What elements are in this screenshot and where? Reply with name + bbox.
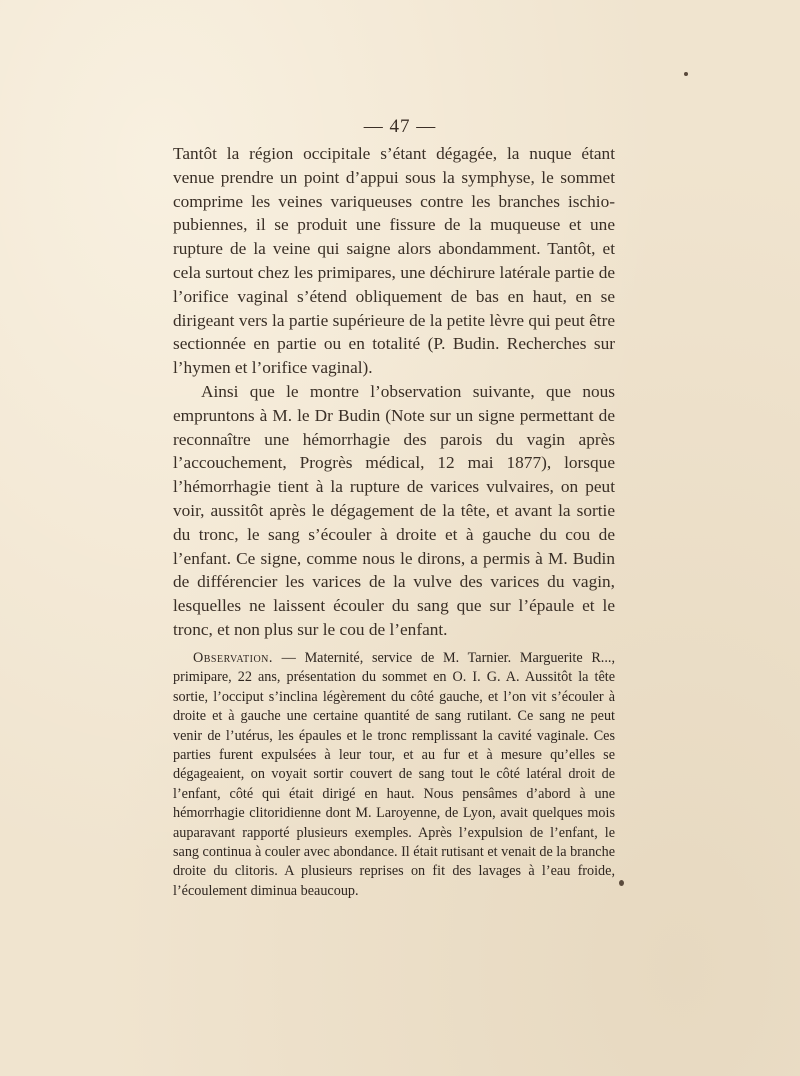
ink-speck bbox=[619, 880, 624, 886]
ink-speck bbox=[684, 72, 688, 76]
paragraph-2: Ainsi que le montre l’observation suivante, que nous empruntons à M. le Dr Budin (Note sur un signe permettant de reconnaître une hémorrhagie des parois du vagin après l’accouchement, Progrès médical, 12 mai 1877), lorsque l’hémorrhagie tient à la rupture de varices vulvaires, on peut voir, aussitôt après le dégagement de la tête, et avant la sortie du tronc, le sang s’écouler à droite et à gauche du cou de l’enfant. Ce signe, comme nous le dirons, a permis à M. Budin de différencier les varices de la vulve des varices du vagin, lesquelles ne laissent écouler du sang que sur l’épaule et le tronc, et non plus sur le cou de l’enfant. bbox=[173, 381, 615, 639]
paragraph-1: Tantôt la région occipitale s’étant dégagée, la nuque étant venue prendre un point d’appui sous la symphyse, le sommet comprime les veines variqueuses contre les branches ischio-pubiennes, il se produit une fissure de la muqueuse et une rupture de la veine qui saigne alors abondamment. Tantôt, et cela surtout chez les primipares, une déchirure latérale partie de l’orifice vaginal s’étend obliquement de bas en haut, en se dirigeant vers la partie supérieure de la petite lèvre qui peut être sectionnée en partie ou en totalité (P. Budin. Recherches sur l’hymen et l’orifice vaginal). bbox=[173, 144, 615, 378]
observation-text: — Maternité, service de M. Tarnier. Marguerite R..., primipare, 22 ans, présentation du sommet en O. I. G. A. Aussitôt la tête sortie, l’occiput s’inclina légèrement du côté gauche, et l’on vit s’écouler à droite et à gauche une certaine quantité de sang rutilant. Ce sang ne peut venir de l’utérus, les épaules et le tronc remplissant la cavité vaginale. Ces parties furent expulsées à leur tour, et au fur et à mesure qu’elles se dégageaient, on voyait sortir couvert de sang tout le côté latéral droit de l’enfant, côté qui était dirigé en haut. Nous pensâmes d’abord à une hémorrhagie clitoridienne dont M. Laroyenne, de Lyon, avait quelques mois auparavant rapporté plusieurs exemples. Après l’expulsion de l’enfant, le sang continua à couler avec abondance. Il était rutisant et venait de la branche droite du clitoris. A plusieurs reprises on fit des lavages à l’eau froide, l’écoulement diminua beaucoup. bbox=[173, 650, 615, 899]
observation-heading: Observation. bbox=[193, 650, 273, 666]
observation-block bbox=[173, 649, 615, 901]
main-text bbox=[173, 142, 615, 642]
observation-paragraph bbox=[173, 649, 615, 901]
page-number: — 47 — bbox=[363, 116, 437, 137]
